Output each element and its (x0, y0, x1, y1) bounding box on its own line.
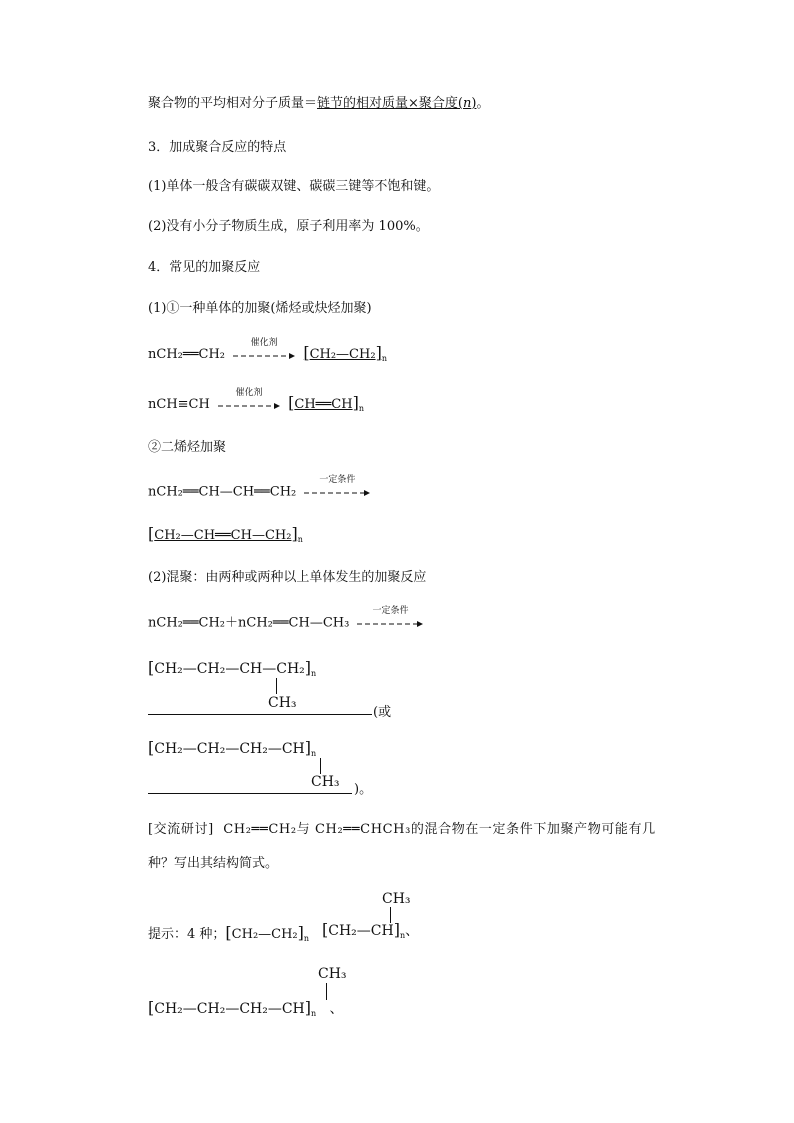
tip-label: 提示：4 种； (148, 927, 226, 942)
degree-n: n (381, 354, 387, 363)
answer-underline (148, 793, 352, 794)
close-paren-text: )。 (354, 782, 373, 797)
branch-bond (326, 983, 327, 1000)
var-n: n (462, 96, 472, 111)
branch-bond (390, 907, 391, 923)
repeat-unit: CH₂—CH₂ (309, 347, 376, 362)
reaction-ethylene (148, 337, 387, 367)
arrow-icon (233, 353, 295, 359)
bracket-right: ] (297, 923, 304, 942)
polymer-structure-1 (148, 660, 316, 682)
product (148, 524, 303, 544)
section-3-item-2: (2)没有小分子物质生成，原子利用率为 100%。 (148, 219, 429, 234)
branch-bond (320, 758, 321, 774)
condition-label: 催化剂 (250, 337, 278, 348)
product (288, 393, 365, 413)
bracket-left: [ (148, 524, 155, 543)
condition-label: 一定条件 (319, 475, 356, 485)
degree-n: n (297, 535, 303, 544)
bracket-left: [ (148, 658, 155, 677)
arrow-icon (218, 403, 280, 409)
section-4-title: 4．常见的加聚反应 (148, 260, 261, 275)
product (303, 343, 387, 363)
tip-line (148, 925, 309, 947)
bracket-right: ] (304, 658, 312, 677)
bracket-left: [ (288, 393, 295, 412)
degree-n: n (399, 931, 406, 940)
bracket-left: [ (322, 920, 329, 939)
polymer-structure-2 (148, 740, 316, 762)
reaction-diene (148, 475, 374, 501)
reaction-diene-product (148, 526, 303, 548)
backbone: CH₂—CH₂—CH—CH₂ (154, 661, 305, 677)
section-4-item-copolymer: (2)混聚：由两种或两种以上单体发生的加聚反应 (148, 570, 427, 585)
degree-n: n (358, 404, 365, 413)
degree-n: n (303, 934, 310, 943)
bracket-right: ] (352, 393, 359, 412)
section-3-title: 3．加成聚合反应的特点 (148, 140, 287, 155)
arrow-icon (304, 490, 370, 496)
bracket-right: ] (375, 343, 382, 362)
tip-polymer-1 (322, 922, 419, 944)
discussion-line-1 (148, 822, 656, 838)
branch-methyl: CH₃ (268, 695, 297, 711)
or-text: (或 (373, 705, 392, 720)
bracket-left: [ (303, 343, 310, 362)
text-part: ) (471, 96, 477, 111)
tip-polymer-0: CH₂—CH₂ (231, 927, 298, 942)
arrow-icon (357, 621, 423, 627)
degree-n: n (311, 749, 317, 758)
reaction-copolymer (148, 606, 427, 632)
reaction-arrow (218, 387, 280, 413)
condition-label: 催化剂 (235, 387, 263, 398)
tip-polymer-2 (148, 1000, 344, 1022)
reactant: nCH₂══CH₂ (148, 347, 226, 362)
degree-n: n (311, 1009, 317, 1018)
text-part: 。 (476, 96, 490, 111)
formula-underlined (317, 96, 476, 111)
reactant: nCH₂══CH—CH══CH₂ (148, 484, 297, 500)
bracket-left: [ (148, 738, 155, 757)
branch-methyl: CH₃ (318, 966, 347, 982)
branch-methyl: CH₃ (382, 891, 411, 907)
condition-label: 一定条件 (372, 606, 409, 616)
bracket-left: [ (225, 923, 232, 942)
line-average-mass (148, 96, 489, 112)
discussion-text: CH₂══CH₂与 CH₂══CHCH₃的混合物在一定条件下加聚产物可能有几 (223, 822, 656, 837)
backbone: CH₂—CH₂—CH₂—CH (154, 741, 305, 757)
bracket-left: [ (148, 998, 155, 1017)
degree-n: n (311, 669, 317, 678)
reaction-arrow (304, 475, 370, 500)
backbone: CH₂—CH (328, 923, 394, 939)
bracket-right: ] (291, 524, 298, 543)
reaction-acetylene (148, 387, 365, 417)
bracket-right: ] (304, 998, 312, 1017)
branch-methyl: CH₃ (311, 774, 340, 790)
section-4-item-1: (1)①一种单体的加聚(烯烃或炔烃加聚) (148, 301, 372, 316)
bracket-right: ] (393, 920, 400, 939)
discussion-label: [交流研讨] (148, 822, 214, 837)
reactant: nCH≡CH (148, 397, 210, 412)
separator: 、 (405, 923, 420, 939)
answer-underline (148, 714, 372, 715)
reaction-arrow (233, 337, 295, 363)
separator: 、 (329, 1001, 344, 1017)
section-3-item-1: (1)单体一般含有碳碳双键、碳碳三键等不饱和键。 (148, 179, 440, 194)
text-part: 聚合物的平均相对分子质量＝ (148, 96, 318, 111)
text-part: 链节的相对质量×聚合度( (317, 96, 463, 111)
bracket-right: ] (304, 738, 312, 757)
backbone: CH₂—CH₂—CH₂—CH (154, 1001, 305, 1017)
section-4-item-diene: ②二烯烃加聚 (148, 440, 227, 455)
reaction-arrow (357, 606, 423, 631)
repeat-unit: CH₂—CH══CH—CH₂ (154, 528, 292, 543)
reactant: nCH₂══CH₂＋nCH₂══CH—CH₃ (148, 615, 350, 631)
branch-bond (276, 678, 277, 694)
repeat-unit: CH══CH (294, 397, 353, 412)
discussion-line-2: 种？写出其结构简式。 (148, 856, 279, 871)
